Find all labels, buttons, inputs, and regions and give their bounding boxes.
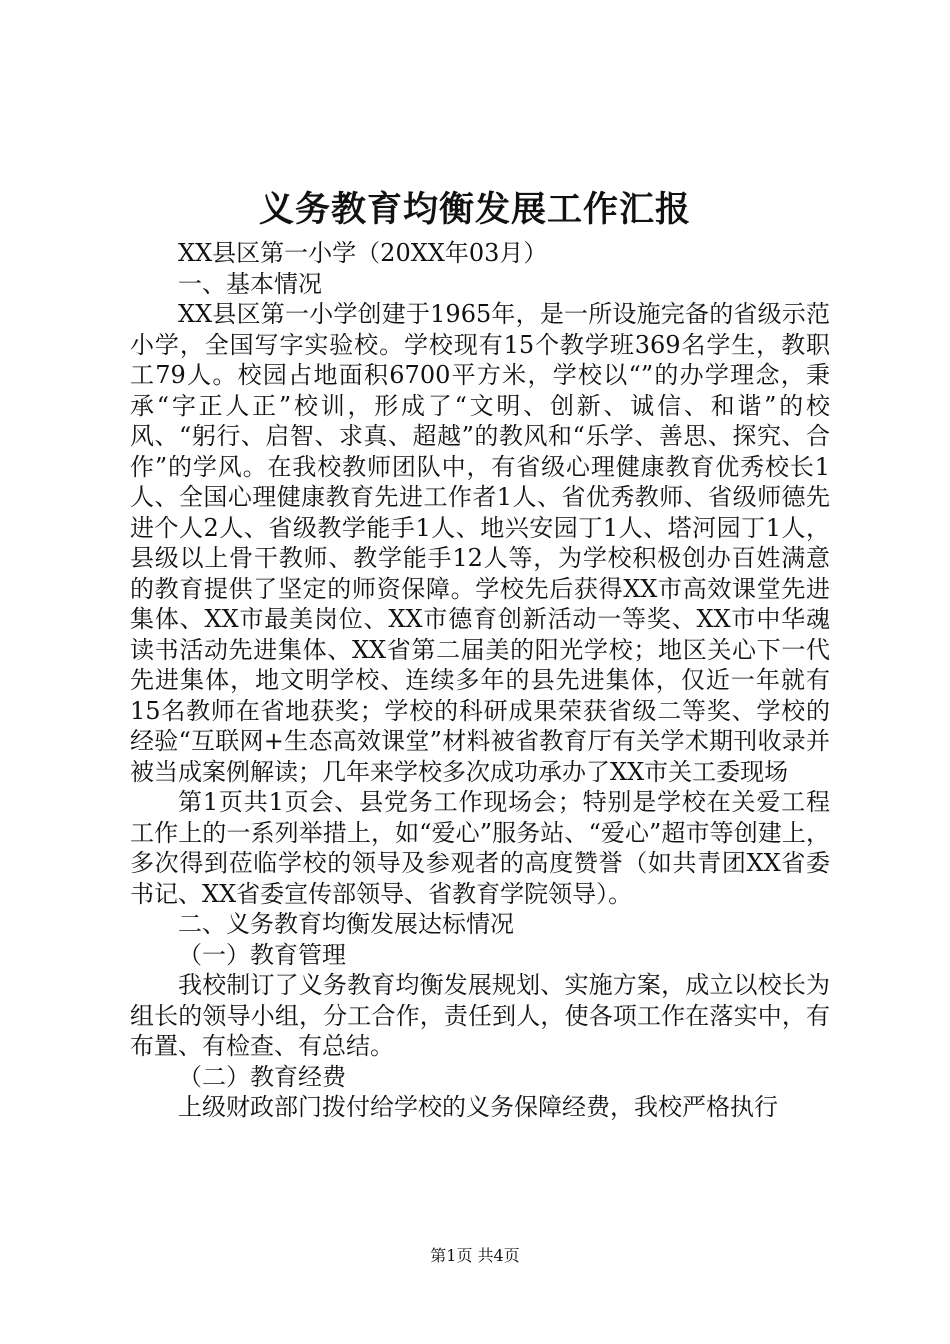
basic-info-paragraph: XX县区第一小学创建于1965年，是一所设施完备的省级示范小学，全国写字实验校。学校现有15个教学班369名学生，教职工79人。校园占地面积6700平方米，学校以“”的办学理念，秉承“字正人正”校训，形成了“文明、创新、诚信、和谐”的校风、“躬行、启智、求真、超越”的教风和“乐学、善思、探究、合作”的学风。在我校教师团队中，有省级心理健康教育优秀校长1人、全国心理健康教育先进工作者1人、省优秀教师、省级师德先进个人2人、省级教学能手1人、地兴安园丁1人、塔河园丁1人，县级以上骨干教师、教学能手12人等，为学校积极创办百姓满意的教育提供了坚定的师资保障。学校先后获得XX市高效课堂先进集体、XX市最美岗位、XX市德育创新活动一等奖、XX市中华魂读书活动先进集体、XX省第二届美的阳光学校；地区关心下一代先进集体，地文明学校、连续多年的县先进集体，仅近一年就有15名教师在省地获奖；学校的科研成果荣获省级二等奖、学校的经验“互联网+生态高效课堂”材料被省教育厅有关学术期刊收录并被当成案例解读；几年来学校多次成功承办了XX市关工委现场 — [130, 300, 830, 786]
document-title: 义务教育均衡发展工作汇报 — [258, 189, 691, 230]
document-body — [130, 238, 830, 1123]
section-heading-basic-info: 一、基本情况 — [178, 269, 322, 298]
continued-paragraph: 第1页共1页会、县党务工作现场会；特别是学校在关爱工程工作上的一系列举措上，如“爱心”服务站、“爱心”超市等创建上，多次得到莅临学校的领导及参观者的高度赞誉（如共青团XX省委书记、XX省委宣传部领导、省教育学院领导）。 — [130, 788, 830, 908]
subheading-education-management: （一）教育管理 — [178, 940, 346, 969]
section-heading-standards: 二、义务教育均衡发展达标情况 — [178, 910, 514, 938]
education-management-paragraph: 我校制订了义务教育均衡发展规划、实施方案，成立以校长为组长的领导小组，分工合作，责任到人，使各项工作在落实中，有布置、有检查、有总结。 — [130, 971, 830, 1060]
school-date-line: XX县区第一小学（20XX年03月） — [178, 239, 548, 267]
subheading-education-funding: （二）教育经费 — [178, 1062, 346, 1091]
page-footer: 第1页 共4页 — [430, 1246, 520, 1265]
education-funding-paragraph: 上级财政部门拨付给学校的义务保障经费，我校严格执行 — [178, 1093, 778, 1121]
